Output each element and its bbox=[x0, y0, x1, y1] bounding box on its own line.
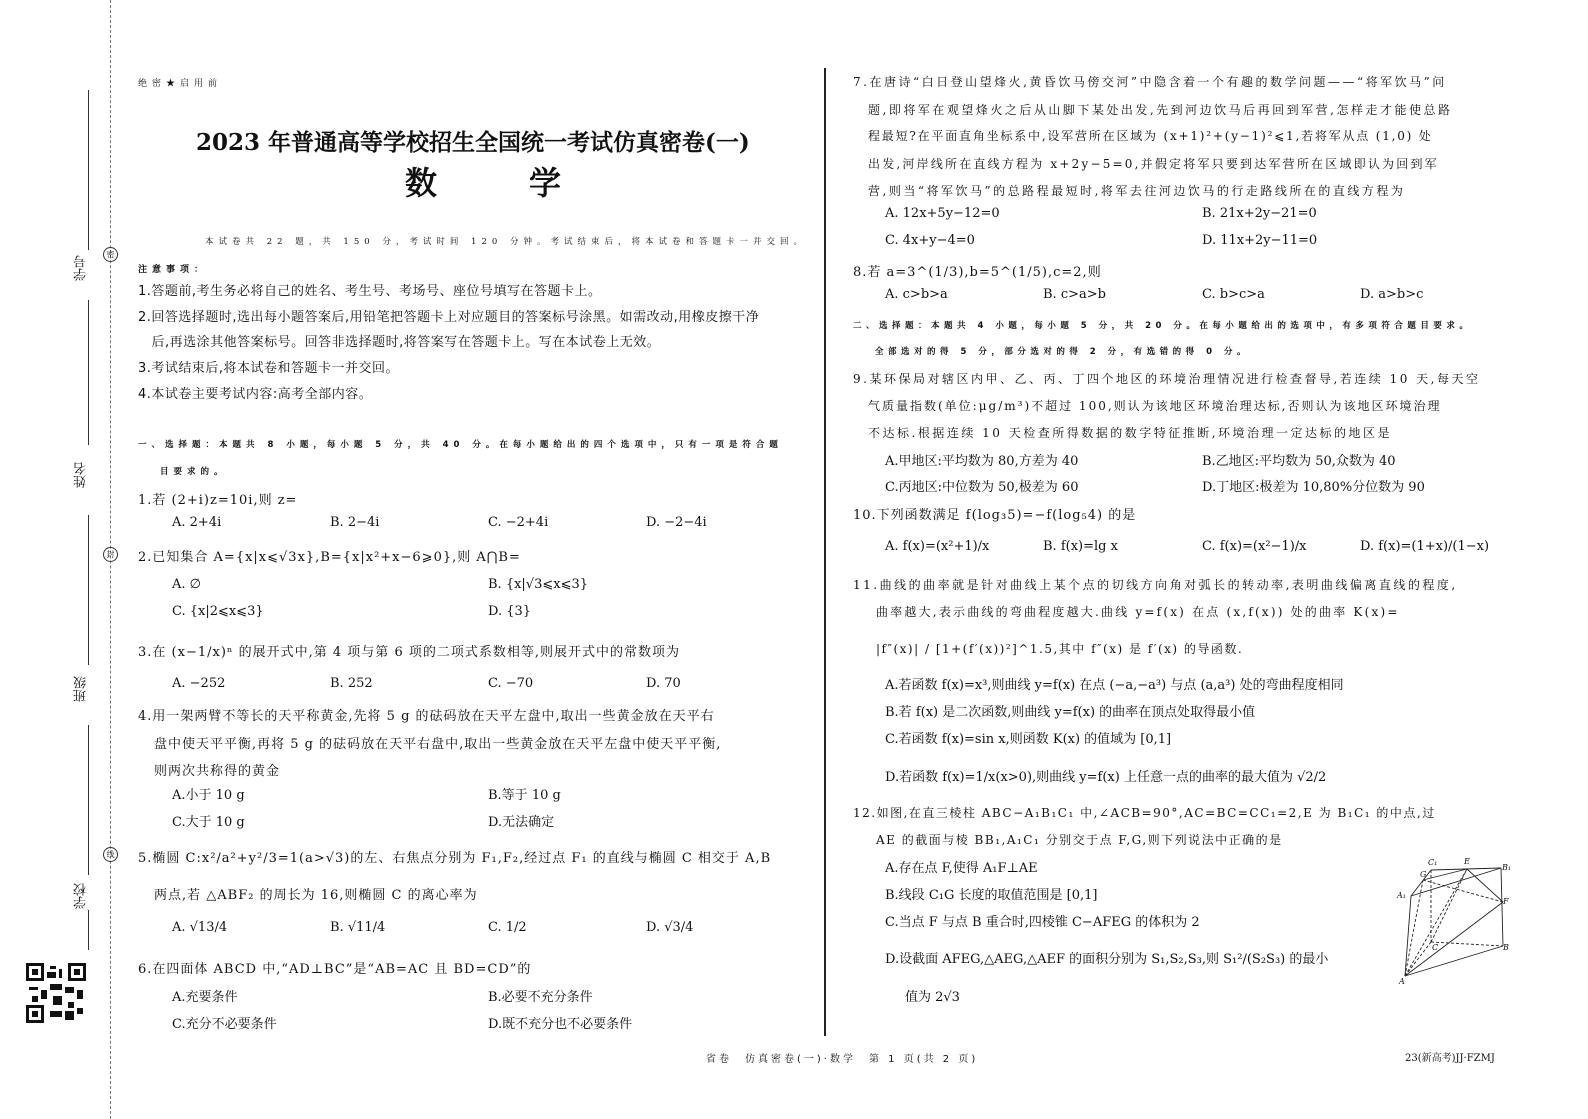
binding-line-mid1 bbox=[88, 300, 89, 445]
section2-heading: 二、选择题：本题共 4 小题，每小题 5 分，共 20 分。在每小题给出的选项中，有多项符合题目要求。 bbox=[853, 321, 1473, 331]
q9-line1: 9.某环保局对辖区内甲、乙、丙、丁四个地区的环境治理情况进行检查督导,若连续 10 天,每天空 bbox=[853, 372, 1481, 386]
q12-option-d: D.设截面 AFEG,△AEG,△AEF 的面积分别为 S₁,S₂,S₃,则 S₁²/(S₂S₃) 的最小 bbox=[885, 952, 1329, 967]
binding-line-mid2 bbox=[88, 515, 89, 665]
q7-line5: 营,则当“将军饮马”的总路程最短时,将军去往河边饮马的行走路线所在的直线方程为 bbox=[868, 184, 1406, 198]
q4-stem: 4.用一架两臂不等长的天平称黄金,先将 5 g 的砝码放在天平左盘中,取出一些黄金放在天平右 bbox=[138, 709, 715, 724]
q11-option-b: B.若 f(x) 是二次函数,则曲线 y=f(x) 的曲率在顶点处取得最小值 bbox=[885, 705, 1256, 720]
seal-mark-1: 密 bbox=[103, 247, 118, 262]
q7-line1: 7.在唐诗“白日登山望烽火,黄昏饮马傍交河”中隐含着一个有趣的数学问题——“将军饮马”问 bbox=[853, 75, 1447, 89]
q3-option-c: C. −70 bbox=[488, 676, 534, 691]
q8-stem: 8.若 a=3^(1/3),b=5^(1/5),c=2,则 bbox=[853, 265, 1102, 280]
q7-line3: 程最短?在平面直角坐标系中,设军营所在区域为 (x+1)²+(y−1)²⩽1,若将军从点 (1,0) 处 bbox=[868, 129, 1433, 143]
q5-option-d: D. √3/4 bbox=[646, 920, 694, 935]
q7-option-c: C. 4x+y−4=0 bbox=[885, 233, 975, 248]
q12-option-a: A.存在点 F,使得 A₁F⊥AE bbox=[885, 861, 1038, 876]
note-1: 1.答题前,考生务必将自己的姓名、考生号、考场号、座位号填写在答题卡上。 bbox=[138, 284, 602, 299]
q7-line4: 出发,河岸线所在直线方程为 x+2y−5=0,并假定将军只要到达军营所在区域即认为回到军 bbox=[868, 157, 1439, 171]
q3-option-d: D. 70 bbox=[646, 676, 681, 691]
footer-page-info: 省卷 仿真密卷(一)·数学 第 1 页(共 2 页) bbox=[706, 1054, 979, 1065]
fig-label-a: A bbox=[1399, 977, 1405, 986]
q2-stem: 2.已知集合 A={x|x⩽√3x},B={x|x²+x−6⩾0},则 A⋂B= bbox=[138, 550, 521, 565]
section1-heading-cont: 目要求的。 bbox=[160, 467, 228, 477]
q8-option-b: B. c>a>b bbox=[1043, 287, 1106, 302]
q10-option-c: C. f(x)=(x²−1)/x bbox=[1202, 539, 1307, 554]
footer-code: 23(新高考)JJ·FZMJ bbox=[1405, 1053, 1495, 1064]
q10-option-a: A. f(x)=(x²+1)/x bbox=[885, 539, 990, 554]
column-divider bbox=[824, 68, 826, 1036]
fig-label-b1: B₁ bbox=[1502, 863, 1512, 872]
secret-label: 绝密★启用前 bbox=[138, 79, 223, 89]
q4-option-a: A.小于 10 g bbox=[172, 788, 245, 803]
q11-line1: 11.曲线的曲率就是针对曲线上某个点的切线方向角对弧长的转动率,表明曲线偏离直线的程度, bbox=[853, 578, 1458, 592]
q7-option-d: D. 11x+2y−11=0 bbox=[1202, 233, 1318, 248]
q10-stem: 10.下列函数满足 f(log₃5)=−f(log₅4) 的是 bbox=[853, 508, 1137, 523]
q4-option-b: B.等于 10 g bbox=[488, 788, 561, 803]
q11-option-c: C.若函数 f(x)=sin x,则函数 K(x) 的值域为 [0,1] bbox=[885, 732, 1172, 747]
q5-stem-line2: 两点,若 △ABF₂ 的周长为 16,则椭圆 C 的离心率为 bbox=[154, 888, 478, 903]
q8-option-c: C. b>c>a bbox=[1202, 287, 1265, 302]
notes-title: 注意事项： bbox=[138, 265, 209, 275]
seal-mark-2: 封 bbox=[103, 547, 118, 562]
q12-option-d-cont: 值为 2√3 bbox=[905, 990, 960, 1005]
note-3: 3.考试结束后,将本试卷和答题卡一并交回。 bbox=[138, 361, 400, 376]
q12-option-c: C.当点 F 与点 B 重合时,四棱锥 C−AFEG 的体积为 2 bbox=[885, 915, 1200, 930]
q8-option-d: D. a>b>c bbox=[1360, 287, 1424, 302]
subject-title: 数 学 bbox=[405, 164, 592, 202]
q2-option-d: D. {3} bbox=[488, 604, 532, 619]
fig-label-a1: A₁ bbox=[1397, 891, 1406, 900]
q11-line2: 曲率越大,表示曲线的弯曲程度越大.曲线 y=f(x) 在点 (x,f(x)) 处的曲率 K(x)= bbox=[876, 605, 1400, 619]
fig-label-b: B bbox=[1503, 943, 1509, 952]
q2-option-b: B. {x|√3⩽x⩽3} bbox=[488, 577, 589, 592]
q10-option-b: B. f(x)=lg x bbox=[1043, 539, 1118, 554]
prism-figure bbox=[1395, 850, 1515, 990]
q10-option-d: D. f(x)=(1+x)/(1−x) bbox=[1360, 539, 1490, 554]
q6-stem: 6.在四面体 ABCD 中,“AD⊥BC”是“AB=AC 且 BD=CD”的 bbox=[138, 962, 532, 977]
exam-intro: 本试卷共 22 题，共 150 分，考试时间 120 分钟。考试结束后，将本试卷和答题卡一并交回。 bbox=[205, 237, 807, 247]
fig-label-g: G bbox=[1420, 870, 1427, 879]
q4-option-c: C.大于 10 g bbox=[172, 815, 245, 830]
q4-stem-line2: 盘中使天平平衡,再将 5 g 的砝码放在天平右盘中,取出一些黄金放在天平左盘中使天平平衡, bbox=[154, 737, 722, 752]
fig-label-c1: C₁ bbox=[1428, 858, 1438, 867]
q7-option-b: B. 21x+2y−21=0 bbox=[1202, 206, 1317, 221]
binding-line-lower bbox=[88, 910, 89, 950]
q5-option-c: C. 1/2 bbox=[488, 920, 527, 935]
q6-option-c: C.充分不必要条件 bbox=[172, 1017, 277, 1032]
q7-line2: 题,即将军在观望烽火之后从山脚下某处出发,先到河边饮马后再回到军营,怎样走才能使总路 bbox=[868, 103, 1453, 117]
q9-line2: 气质量指数(单位:μg/m³)不超过 100,则认为该地区环境治理达标,否则认为该地区环境治理 bbox=[868, 399, 1442, 413]
section1-heading: 一、选择题：本题共 8 小题，每小题 5 分，共 40 分。在每小题给出的四个选项中，只有一项是符合题 bbox=[138, 440, 783, 450]
fig-label-f: F bbox=[1503, 897, 1509, 906]
q9-option-c: C.丙地区:中位数为 50,极差为 60 bbox=[885, 480, 1079, 495]
fig-label-e: E bbox=[1464, 857, 1470, 866]
sidebar-label-student-id: 学号 bbox=[74, 255, 89, 281]
q9-option-a: A.甲地区:平均数为 80,方差为 40 bbox=[885, 454, 1079, 469]
q3-stem: 3.在 (x−1/x)ⁿ 的展开式中,第 4 项与第 6 项的二项式系数相等,则展开式中的常数项为 bbox=[138, 645, 680, 660]
q4-stem-line3: 则两次共称得的黄金 bbox=[154, 764, 281, 779]
q9-line3: 不达标.根据连续 10 天检查所得数据的数字特征推断,环境治理一定达标的地区是 bbox=[868, 426, 1393, 440]
q11-option-a: A.若函数 f(x)=x³,则曲线 y=f(x) 在点 (−a,−a³) 与点 (a,a³) 处的弯曲程度相同 bbox=[885, 678, 1344, 693]
q2-option-a: A. ∅ bbox=[172, 577, 201, 592]
q7-option-a: A. 12x+5y−12=0 bbox=[885, 206, 1000, 221]
q5-option-b: B. √11/4 bbox=[330, 920, 386, 935]
fig-label-c: C bbox=[1432, 943, 1439, 952]
q2-option-c: C. {x|2⩽x⩽3} bbox=[172, 604, 264, 619]
qr-code-icon bbox=[26, 963, 86, 1023]
q11-line3: |f″(x)| / [1+(f′(x))²]^1.5,其中 f″(x) 是 f′(x) 的导函数. bbox=[876, 642, 1244, 656]
binding-line-mid3 bbox=[88, 725, 89, 875]
q5-option-a: A. √13/4 bbox=[172, 920, 228, 935]
q6-option-d: D.既不充分也不必要条件 bbox=[488, 1017, 633, 1032]
q1-option-b: B. 2−4i bbox=[330, 515, 380, 530]
note-2-cont: 后,再选涂其他答案标号。回答非选择题时,将答案写在答题卡上。写在本试卷上无效。 bbox=[138, 335, 661, 350]
q6-option-b: B.必要不充分条件 bbox=[488, 990, 593, 1005]
q11-option-d: D.若函数 f(x)=1/x(x>0),则曲线 y=f(x) 上任意一点的曲率的最大值为 √2/2 bbox=[885, 770, 1327, 785]
q9-option-b: B.乙地区:平均数为 50,众数为 40 bbox=[1202, 454, 1396, 469]
note-2: 2.回答选择题时,选出每小题答案后,用铅笔把答题卡上对应题目的答案标号涂黑。如需改动,用橡皮擦干净 bbox=[138, 310, 760, 325]
q8-option-a: A. c>b>a bbox=[885, 287, 948, 302]
q12-option-b: B.线段 C₁G 长度的取值范围是 [0,1] bbox=[885, 888, 1098, 903]
sidebar-label-school: 学校 bbox=[74, 883, 89, 909]
q9-option-d: D.丁地区:极差为 10,80%分位数为 90 bbox=[1202, 480, 1425, 495]
q3-option-b: B. 252 bbox=[330, 676, 373, 691]
q6-option-a: A.充要条件 bbox=[172, 990, 238, 1005]
q12-line2: AE 的截面与棱 BB₁,A₁C₁ 分别交于点 F,G,则下列说法中正确的是 bbox=[876, 833, 1283, 847]
q1-stem: 1.若 (2+i)z=10i,则 z= bbox=[138, 493, 298, 508]
binding-line-upper bbox=[88, 90, 89, 250]
sidebar-label-class: 班级 bbox=[74, 676, 89, 702]
q1-option-a: A. 2+4i bbox=[172, 515, 222, 530]
note-4: 4.本试卷主要考试内容:高考全部内容。 bbox=[138, 387, 373, 402]
q12-line1: 12.如图,在直三棱柱 ABC−A₁B₁C₁ 中,∠ACB=90°,AC=BC=CC₁=2,E 为 B₁C₁ 的中点,过 bbox=[853, 806, 1436, 820]
seal-mark-3: 线 bbox=[103, 847, 118, 862]
exam-title: 2023 年普通高等学校招生全国统一考试仿真密卷(一) bbox=[196, 129, 750, 156]
q1-option-c: C. −2+4i bbox=[488, 515, 549, 530]
q3-option-a: A. −252 bbox=[172, 676, 226, 691]
q5-stem: 5.椭圆 C:x²/a²+y²/3=1(a>√3)的左、右焦点分别为 F₁,F₂,经过点 F₁ 的直线与椭圆 C 相交于 A,B bbox=[138, 851, 772, 866]
q1-option-d: D. −2−4i bbox=[646, 515, 707, 530]
sidebar-label-name: 姓名 bbox=[74, 462, 89, 488]
q4-option-d: D.无法确定 bbox=[488, 815, 555, 830]
section2-heading-cont: 全部选对的得 5 分，部分选对的得 2 分，有选错的得 0 分。 bbox=[875, 347, 1251, 357]
